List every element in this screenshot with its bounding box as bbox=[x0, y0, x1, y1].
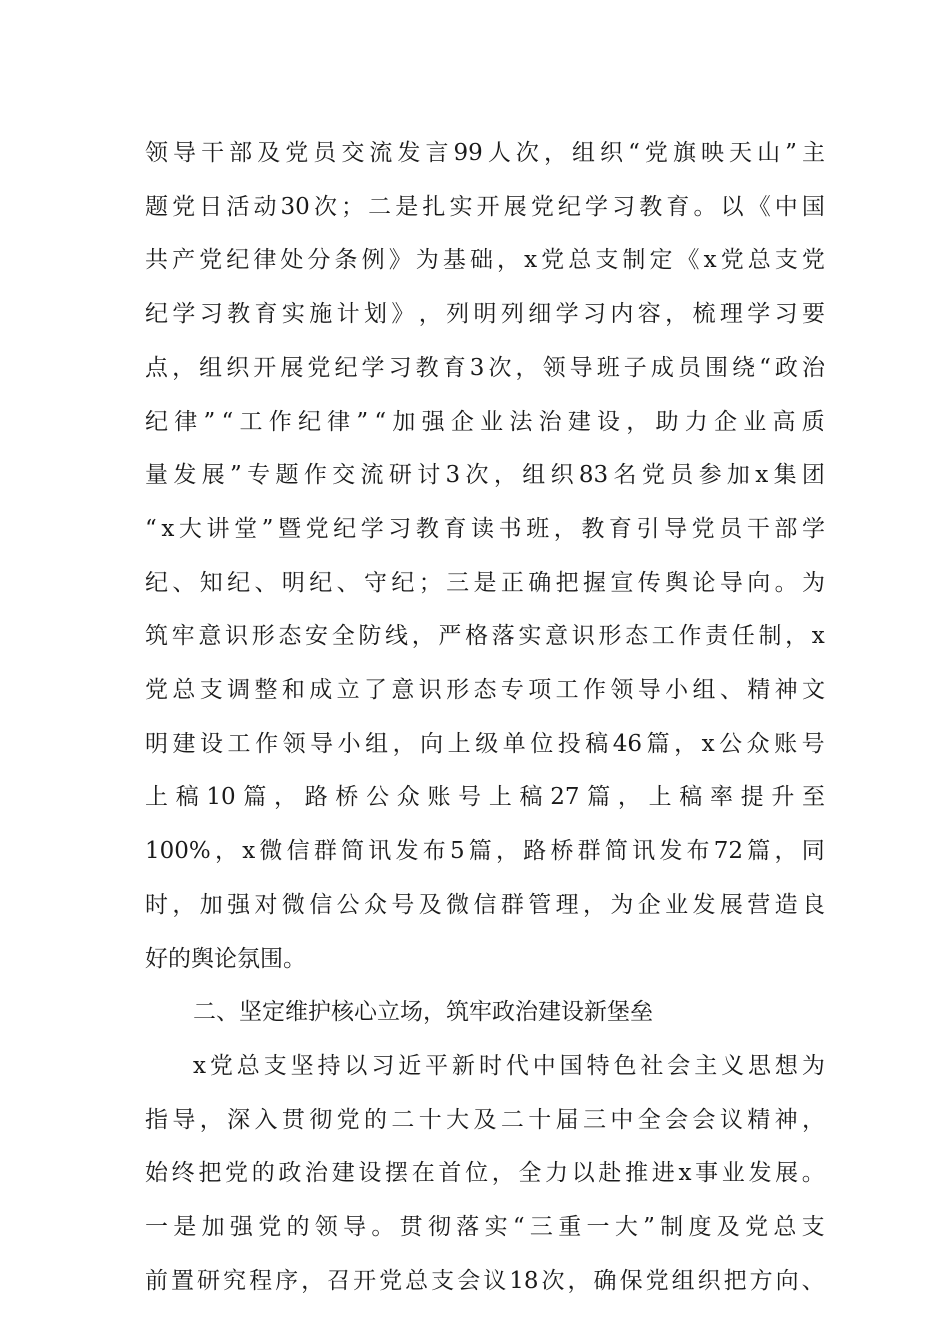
text-line-22: 前 置 研 究 程 序 ， 召 开 党 总 支 会 议 18 次 ， 确 保 党 组 织 把 方 向 、 bbox=[145, 1267, 825, 1294]
text-line-11: 党 总 支 调 整 和 成 立 了 意 识 形 态 专 项 工 作 领 导 小 组 、 精 神 文 bbox=[145, 677, 825, 703]
text-line-15: 时 ， 加 强 对 微 信 公 众 号 及 微 信 群 管 理 ， 为 企 业 发 展 营 造 良 bbox=[145, 891, 825, 918]
text-line-16: 好的舆论氛围。 bbox=[145, 945, 306, 972]
text-line-14: 100% ， x 微 信 群 简 讯 发 布 5 篇 ， 路 桥 群 简 讯 发 布 72 篇 ， 同 bbox=[145, 838, 825, 865]
text-line-5: 点 ， 组 织 开 展 党 纪 学 习 教 育 3 次 ， 领 导 班 子 成 员 围 绕 “ 政 治 bbox=[145, 354, 825, 381]
text-line-21: 一 是 加 强 党 的 领 导 。 贯 彻 落 实 “ 三 重 一 大 ” 制 度 及 党 总 支 bbox=[145, 1214, 825, 1240]
text-line-8: “ x 大 讲 堂 ” 暨 党 纪 学 习 教 育 读 书 班 ， 教 育 引 导 党 员 干 部 学 bbox=[145, 515, 825, 542]
text-line-20: 始 终 把 党 的 政 治 建 设 摆 在 首 位 ， 全 力 以 赴 推 进 x 事 业 发 展 。 bbox=[145, 1160, 825, 1187]
text-line-4: 纪 学 习 教 育 实 施 计 划 》 ， 列 明 列 细 学 习 内 容 ， 梳 理 学 习 要 bbox=[145, 301, 825, 328]
text-line-18: x 党 总 支 坚 持 以 习 近 平 新 时 代 中 国 特 色 社 会 主 义 思 想 为 bbox=[193, 1052, 825, 1079]
text-line-12: 明 建 设 工 作 领 导 小 组 ， 向 上 级 单 位 投 稿 46 篇 ， x 公 众 账 号 bbox=[145, 730, 825, 757]
text-line-6: 纪 律 ” “ 工 作 纪 律 ” “ 加 强 企 业 法 治 建 设 ， 助 力 企 业 高 质 bbox=[145, 408, 825, 435]
text-line-10: 筑 牢 意 识 形 态 安 全 防 线 ， 严 格 落 实 意 识 形 态 工 作 责 任 制 ， x bbox=[145, 623, 825, 650]
text-line-3: 共 产 党 纪 律 处 分 条 例 》 为 基 础 ， x 党 总 支 制 定 《 x 党 总 支 党 bbox=[145, 247, 825, 274]
text-line-7: 量 发 展 ” 专 题 作 交 流 研 讨 3 次 ， 组 织 83 名 党 员 参 加 x 集 团 bbox=[145, 462, 825, 489]
text-line-13: 上 稿 10 篇 ， 路 桥 公 众 账 号 上 稿 27 篇 ， 上 稿 率 提 升 至 bbox=[145, 784, 825, 811]
text-line-2: 题 党 日 活 动 30 次 ； 二 是 扎 实 开 展 党 纪 学 习 教 育 。 以 《 中 国 bbox=[145, 193, 825, 220]
text-line-1: 领 导 干 部 及 党 员 交 流 发 言 99 人 次 ， 组 织 “ 党 旗 映 天 山 ” 主 bbox=[145, 140, 825, 166]
text-line-19: 指 导 ， 深 入 贯 彻 党 的 二 十 大 及 二 十 届 三 中 全 会 会 议 精 神 ， bbox=[145, 1106, 825, 1133]
section-heading: 二、坚定维护核心立场，筑牢政治建设新堡垒 bbox=[193, 999, 653, 1026]
text-line-9: 纪 、 知 纪 、 明 纪 、 守 纪 ； 三 是 正 确 把 握 宣 传 舆 论 导 向 。 为 bbox=[145, 569, 825, 596]
